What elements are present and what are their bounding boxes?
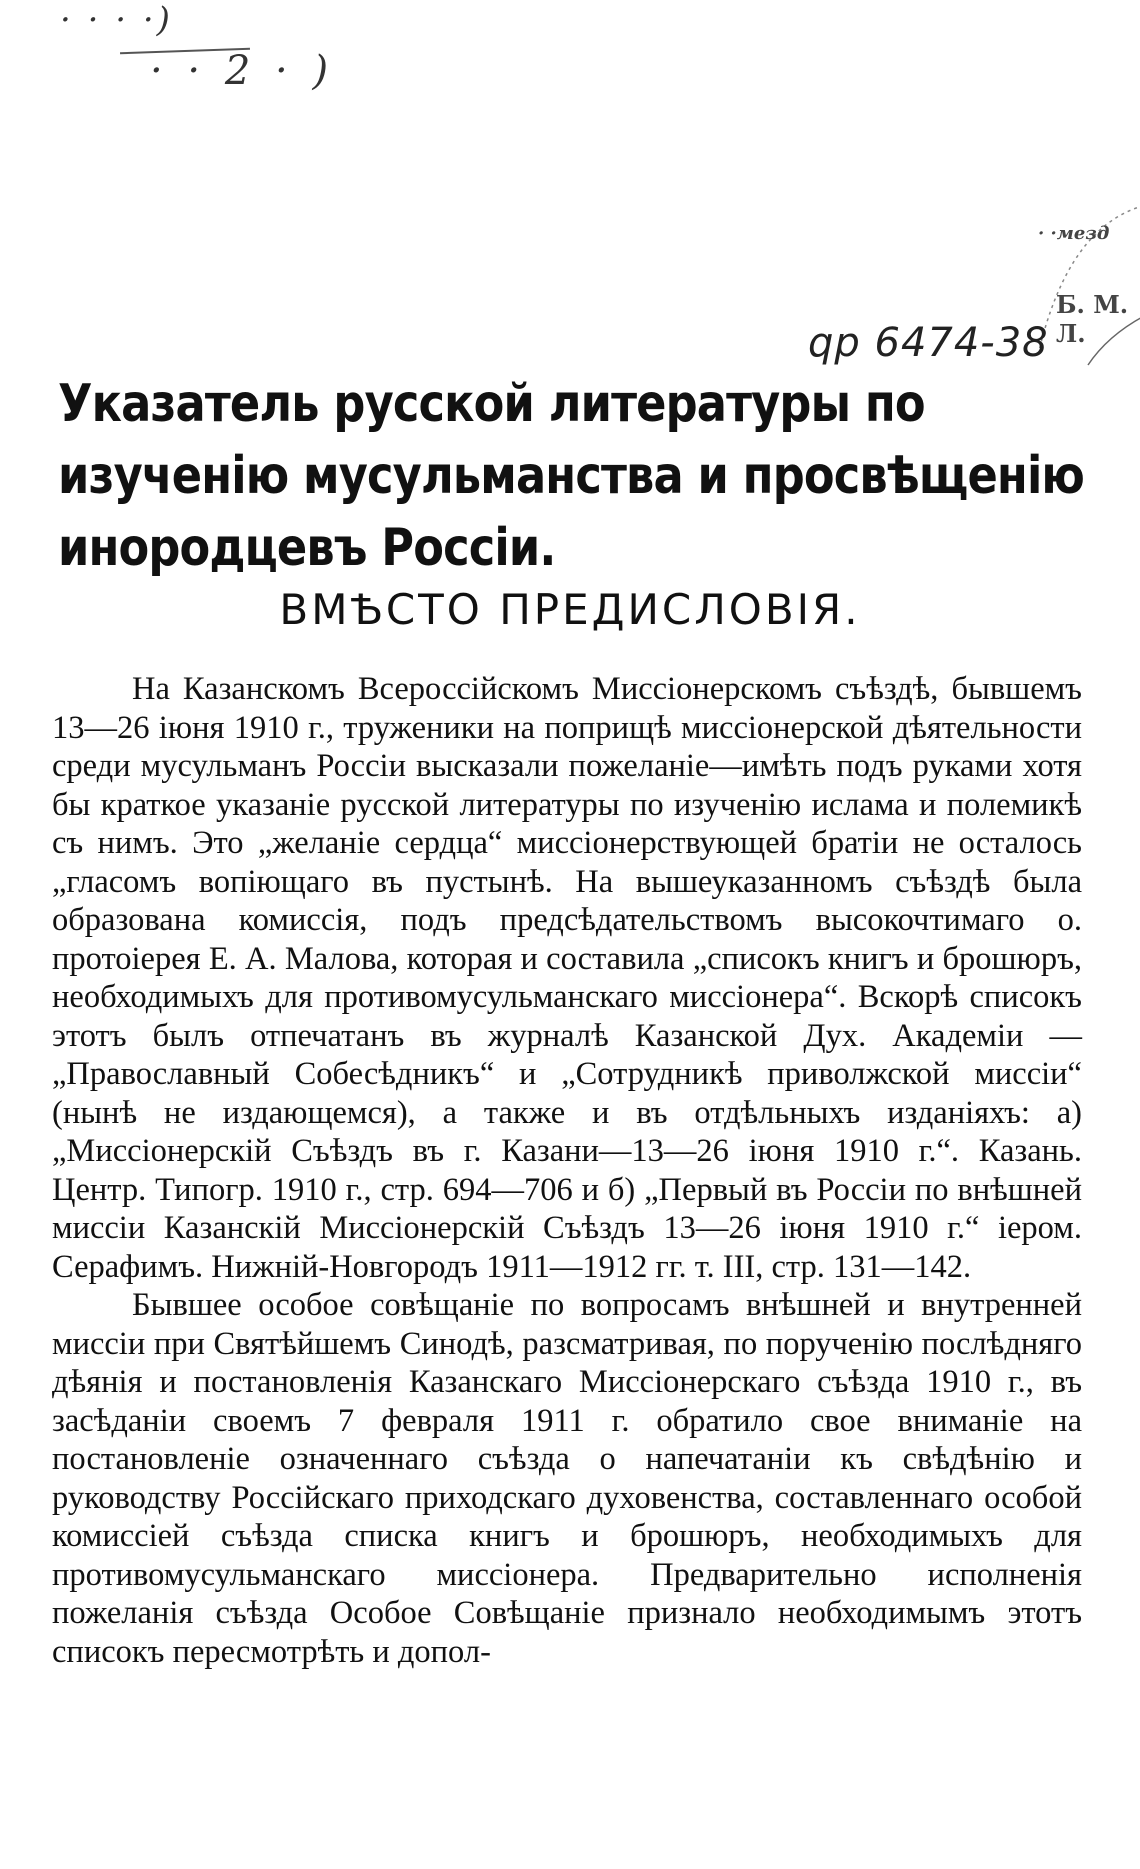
handwritten-mark-number: · · 2 · ) [150,48,335,94]
shelfmark-handwritten: qp 6474-38 [808,320,1049,366]
document-title: Указатель русской литературы по изученію мусульманства и просвѣщенію инородцевъ Россіи. [58,374,1085,578]
stamp-line-2: Б. М. Л. [1056,290,1129,348]
section-heading: ВМѢСТО ПРЕДИСЛОВІЯ. [279,585,861,634]
body-text [52,670,1082,1671]
paragraph-2: Бывшее особое совѣщаніе по вопросамъ внѣшней и внутренней миссіи при Святѣйшемъ Синодѣ, разсматривая, по порученію послѣдняго дѣянія и постановленія Казанскаго Миссіонерскаго съѣзда 1910 г., въ засѣданіи своемъ 7 февраля 1911 г. обратило свое вниманіе на постановленіе означеннаго съѣзда о напечатаніи къ свѣдѣнію и руководству Россійскаго приходскаго духовенства, составленнаго особой комиссіей съѣзда списка книгъ и брошюръ, необходимыхъ для противомусульманскаго миссіонера. Предварительно исполненія пожеланія съѣзда Особое Совѣщаніе признало необходимымъ этотъ списокъ пересмотрѣть и допол- [52,1287,1082,1670]
handwritten-mark-top: · · · ·) [60,0,173,40]
stamp-line-1: · ·мезд [1038,223,1110,244]
paragraph-1: На Казанскомъ Всероссійскомъ Миссіонерскомъ съѣздѣ, бывшемъ 13—26 іюня 1910 г., труженики на поприщѣ миссіонерской дѣятельности среди мусульманъ Россіи высказали пожеланіе—имѣть подъ руками хотя бы краткое указаніе русской литературы по изученію ислама и полемикѣ съ нимъ. Это „желаніе сердца“ миссіонерствующей братіи не осталось „гласомъ вопіющаго въ пустынѣ. На вышеуказанномъ съѣздѣ была образована комиссія, подъ предсѣдательствомъ высокочтимаго о. протоіерея Е. А. Малова, которая и составила „списокъ книгъ и брошюръ, необходимыхъ для противомусульманскаго миссіонера“. Вскорѣ списокъ этотъ былъ отпечатанъ въ журналѣ Казанской Дух. Академіи — „Православный Собесѣдникъ“ и „Сотрудникѣ приволжской миссіи“ (нынѣ не издающемся), а также и въ отдѣльныхъ изданіяхъ: а) „Миссіонерскій Съѣздъ въ г. Казани—13—26 іюня 1910 г.“. Казань. Центр. Типогр. 1910 г., стр. 694—706 и б) „Первый въ Россіи по внѣшней миссіи Казанскій Миссіонерскій Съѣздъ 13—26 іюня 1910 г.“ іером. Серафимъ. Нижній-Новгородъ 1911—1912 гг. т. III, стр. 131—142. [52,671,1082,1285]
